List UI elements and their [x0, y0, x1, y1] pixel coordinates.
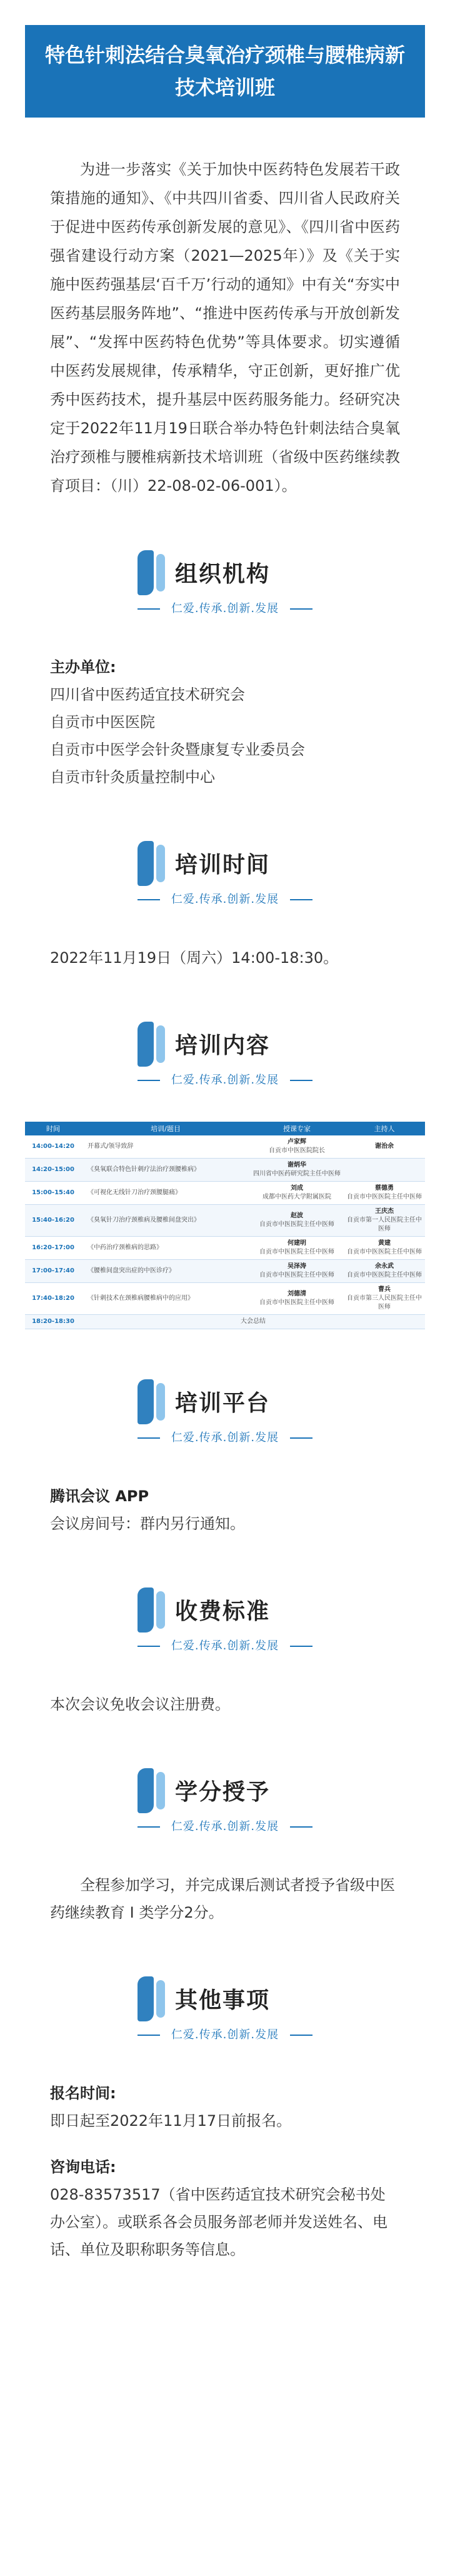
fee-text: 本次会议免收会议注册费。	[50, 1696, 230, 1713]
section-slogan: 仁爱.传承.创新.发展	[131, 1636, 319, 1656]
section-slogan: 仁爱.传承.创新.发展	[131, 599, 319, 619]
row-host	[344, 1283, 425, 1315]
section-deco-icon	[138, 550, 154, 595]
host-org: 自贡市第三人民医院主任中医师	[347, 1295, 422, 1311]
host-name: 谢治余	[375, 1143, 394, 1150]
section-slogan: 仁爱.传承.创新.发展	[131, 1428, 319, 1448]
row-host	[344, 1237, 425, 1260]
row-expert	[250, 1135, 344, 1159]
expert-name: 谢炳华	[288, 1162, 306, 1169]
row-time: 17:00-17:40	[25, 1260, 81, 1283]
credit-text: 全程参加学习，并完成课后测试者授予省级中医药继续教育 I 类学分2分。	[50, 1876, 395, 1921]
section-deco-icon	[156, 1772, 165, 1809]
section-deco-icon	[156, 1591, 165, 1629]
row-expert	[250, 1260, 344, 1283]
row-topic: 《中药治疗颈椎病的思路》	[81, 1237, 250, 1260]
host-name: 王庆杰	[375, 1208, 394, 1215]
row-topic: 开幕式/领导致辞	[81, 1135, 250, 1159]
section-deco-icon	[156, 1025, 165, 1063]
row-expert	[250, 1182, 344, 1205]
other-block	[50, 2080, 400, 2263]
row-host	[344, 1182, 425, 1205]
section-title: 学分授予	[175, 1779, 271, 1805]
section-header-other	[131, 1976, 319, 2051]
host-org: 自贡市中医医院主任中医师	[347, 1194, 422, 1200]
table-row	[25, 1237, 425, 1260]
section-header-org	[131, 550, 319, 625]
section-slogan: 仁爱.传承.创新.发展	[131, 1817, 319, 1837]
reg-label: 报名时间:	[50, 2085, 116, 2102]
host-name: 余永武	[375, 1263, 394, 1270]
section-title: 组织机构	[175, 561, 271, 587]
row-topic: 《臭氧针刀治疗颈椎病及腰椎间盘突出》	[81, 1205, 250, 1237]
expert-name: 赵波	[291, 1212, 303, 1219]
section-header-content	[131, 1022, 319, 1097]
section-deco-icon	[156, 554, 165, 591]
time-text: 2022年11月19日（周六）14:00-18:30。	[50, 949, 339, 967]
row-topic: 大会总结	[81, 1315, 425, 1329]
section-header-platform	[131, 1379, 319, 1454]
schedule-header-cell: 时间	[25, 1122, 81, 1135]
expert-org: 成都中医药大学附属医院	[262, 1194, 331, 1200]
row-time: 14:00-14:20	[25, 1135, 81, 1159]
section-slogan: 仁爱.传承.创新.发展	[131, 1070, 319, 1090]
time-block	[50, 944, 400, 972]
expert-org: 自贡市中医医院院长	[269, 1147, 325, 1154]
row-host	[344, 1260, 425, 1283]
section-title: 其他事项	[175, 1988, 271, 2013]
org-unit: 自贡市中医医院	[50, 713, 155, 731]
section-title: 培训平台	[175, 1391, 271, 1416]
org-unit: 自贡市针灸质量控制中心	[50, 768, 215, 786]
section-deco-icon	[156, 845, 165, 882]
table-row	[25, 1159, 425, 1182]
row-topic: 《臭氧联合特色针刺疗法治疗颈腰椎病》	[81, 1159, 250, 1182]
phone-label: 咨询电话:	[50, 2158, 116, 2176]
platform-app: 腾讯会议 APP	[50, 1487, 149, 1505]
host-org: 自贡市第一人民医院主任中医师	[347, 1217, 422, 1232]
section-header-time	[131, 841, 319, 916]
credit-block	[50, 1871, 400, 1926]
expert-name: 吴泽涛	[288, 1263, 306, 1270]
row-expert	[250, 1159, 344, 1182]
intro-paragraph: 为进一步落实《关于加快中医药特色发展若干政策措施的通知》、《中共四川省委、四川省人民政府关于促进中医药传承创新发展的意见》、《四川省中医药强省建设行动方案（2021—2025年）》及《关于实施中医药强基层‘百千万’行动的通知》中有关“夯实中医药基层服务阵地”、“推进中医药传承与开放创新发展”、“发挥中医药特色优势”等具体要求。切实遵循中医药发展规律，传承精华，守正创新，更好推广优秀中医药技术，提升基层中医药服务能力。经研究决定于2022年11月19日联合举办特色针刺法结合臭氧治疗颈椎与腰椎病新技术培训班（省级中医药继续教育项目：（川）22-08-02-06-001）。	[50, 161, 400, 495]
section-deco-icon	[138, 1587, 154, 1633]
host-org: 自贡市中医医院主任中医师	[347, 1249, 422, 1255]
table-row	[25, 1260, 425, 1283]
table-row	[25, 1135, 425, 1159]
section-slogan: 仁爱.传承.创新.发展	[131, 2025, 319, 2045]
schedule-header-cell: 主持人	[344, 1122, 425, 1135]
page-title: 特色针刺法结合臭氧治疗颈椎与腰椎病新技术培训班	[25, 25, 425, 118]
expert-org: 四川省中医药研究院主任中医师	[253, 1170, 341, 1177]
org-unit: 四川省中医药适宜技术研究会	[50, 686, 245, 703]
org-block	[50, 653, 400, 791]
row-topic: 《针刺技术在颈椎病腰椎病中的应用》	[81, 1283, 250, 1315]
expert-name: 何建明	[288, 1240, 306, 1247]
section-slogan: 仁爱.传承.创新.发展	[131, 890, 319, 910]
section-deco-icon	[138, 1022, 154, 1067]
section-deco-icon	[138, 841, 154, 886]
row-time: 14:20-15:00	[25, 1159, 81, 1182]
section-deco-icon	[138, 1379, 154, 1424]
row-host	[344, 1205, 425, 1237]
section-title: 培训内容	[175, 1033, 271, 1059]
row-time: 18:20-18:30	[25, 1315, 81, 1329]
table-row	[25, 1205, 425, 1237]
expert-org: 自贡市中医医院主任中医师	[259, 1299, 334, 1306]
host-name: 黄建	[378, 1240, 391, 1247]
org-label: 主办单位:	[50, 658, 116, 676]
platform-block	[50, 1482, 400, 1537]
row-host	[344, 1159, 425, 1182]
expert-org: 自贡市中医医院主任中医师	[259, 1221, 334, 1228]
row-expert	[250, 1283, 344, 1315]
expert-name: 刘成	[291, 1185, 303, 1192]
section-deco-icon	[156, 1980, 165, 2018]
row-time: 16:20-17:00	[25, 1237, 81, 1260]
reg-text: 即日起至2022年11月17日前报名。	[50, 2112, 292, 2130]
platform-room: 会议房间号：群内另行通知。	[50, 1515, 245, 1532]
section-deco-icon	[156, 1383, 165, 1421]
section-header-credit	[131, 1768, 319, 1843]
section-title: 培训时间	[175, 852, 271, 878]
section-deco-icon	[138, 1976, 154, 2021]
expert-name: 刘德清	[288, 1291, 306, 1297]
schedule-header-cell: 授课专家	[250, 1122, 344, 1135]
schedule-wrap	[25, 1122, 425, 1329]
row-time: 17:40-18:20	[25, 1283, 81, 1315]
schedule-header-cell: 培训/题目	[81, 1122, 250, 1135]
expert-org: 自贡市中医医院主任中医师	[259, 1272, 334, 1279]
phone-text: 028-83573517（省中医药适宜技术研究会秘书处办公室）。或联系各会员服务部老师并发送姓名、电话、单位及职称职务等信息。	[50, 2186, 388, 2258]
schedule-header-row	[25, 1122, 425, 1135]
row-expert	[250, 1205, 344, 1237]
expert-org: 自贡市中医医院主任中医师	[259, 1249, 334, 1255]
table-row	[25, 1315, 425, 1329]
row-topic: 《腰椎间盘突出症的中医诊疗》	[81, 1260, 250, 1283]
row-host	[344, 1135, 425, 1159]
section-header-fee	[131, 1587, 319, 1663]
expert-name: 卢家辉	[288, 1139, 306, 1145]
row-time: 15:00-15:40	[25, 1182, 81, 1205]
host-org: 自贡市中医医院主任中医师	[347, 1272, 422, 1279]
row-time: 15:40-16:20	[25, 1205, 81, 1237]
row-topic: 《可视化无线针刀治疗颈腰腿痛》	[81, 1182, 250, 1205]
host-name: 蔡德勇	[375, 1185, 394, 1192]
table-row	[25, 1283, 425, 1315]
host-name: 曹兵	[378, 1286, 391, 1293]
schedule-table	[25, 1122, 425, 1329]
org-unit: 自贡市中医学会针灸暨康复专业委员会	[50, 741, 305, 758]
section-title: 收费标准	[175, 1599, 271, 1624]
table-row	[25, 1182, 425, 1205]
row-expert	[250, 1237, 344, 1260]
section-deco-icon	[138, 1768, 154, 1813]
fee-block	[50, 1691, 400, 1718]
